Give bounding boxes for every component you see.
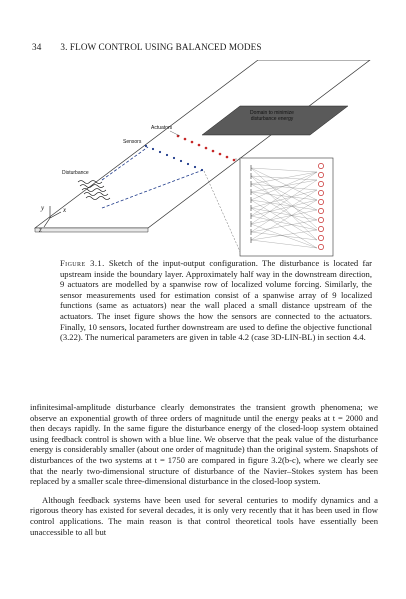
axis-x-label: x	[63, 206, 67, 214]
actuators-label: Actuators	[151, 125, 173, 131]
axis-y-label: y	[41, 204, 45, 212]
domain-label-line2: disturbance energy	[250, 116, 294, 122]
actuator-dot	[198, 144, 201, 147]
sensor-dot	[159, 151, 161, 153]
sensors-label: Sensors	[123, 139, 142, 145]
inset-connector-bottom	[204, 171, 242, 256]
disturbance-label: Disturbance	[62, 170, 89, 176]
actuator-dot	[226, 156, 229, 159]
actuator-dot	[233, 159, 236, 162]
actuator-dot	[205, 147, 208, 150]
sensor-dot	[173, 157, 175, 159]
body-text	[30, 402, 378, 537]
actuator-dot	[191, 141, 194, 144]
page-number: 34	[32, 42, 42, 52]
sensor-dot	[194, 166, 196, 168]
caption-text: Sketch of the input-output configuration. The disturbance is located far upstream inside the boundary layer. Approximately half way in the downstream direction, 9 actuators are modelled by a spanwise row of localized volume forcing. Similarly, the sensor measurements used for estimation consist of a spanwise array of 9 localized functions (same as actuators) near the wall placed a small distance upstream of the actuators. The inset figure shows the how the sensors are connected to the actuators. Finally, 10 sensors, located further downstream are used to define the objective functional (3.22). The numerical parameters are given in table 4.2 (case 3D-LIN-BL) in section 4.4.	[60, 258, 372, 343]
actuator-dot	[184, 138, 187, 141]
actuator-dot	[219, 153, 222, 156]
sensor-dot	[187, 163, 189, 165]
axis-z-label: z	[39, 226, 42, 234]
page-header	[32, 42, 372, 52]
figure-svg	[30, 60, 375, 260]
sensor-dot	[145, 145, 147, 147]
figure-input-output-sketch	[30, 60, 375, 260]
running-title: 3. FLOW CONTROL USING BALANCED MODES	[60, 42, 262, 52]
paragraph-1: infinitesimal-amplitude disturbance clearly demonstrates the transient growth phenomena; we observe an exponential growth of three orders of magnitude until the energy peaks at t = 2000 and then decays rapidly. In the same figure the disturbance energy of the closed-loop system obtained using feedback control is shown with a blue line. We observe that the peak value of the disturbance energy is considerably smaller (about one order of magnitude) than the original system. Snapshots of disturbances of the two systems at t = 1750 are compared in figure 3.2(b-c), where we clearly see that the nearly two-dimensional structure of disturbance of the Navier–Stokes system has been replaced by a smaller scale three-dimensional disturbance in the closed-loop system.	[30, 402, 378, 487]
plate-edge	[35, 228, 148, 232]
actuator-dot	[212, 150, 215, 153]
sensor-dot	[180, 160, 182, 162]
paragraph-2: Although feedback systems have been used for several centuries to modify dynamics and a rigorous theory has existed for several decades, it is only very recently that it has been used in flow control applications. The main reason is that control theoretical tools have essentially been unaccessible to all but	[30, 494, 378, 537]
figure-caption	[60, 258, 372, 343]
sensor-dot	[152, 148, 154, 150]
inset-box	[240, 158, 333, 256]
domain-label-line1: Domain to minimize	[250, 110, 294, 116]
caption-label: Figure 3.1.	[60, 258, 105, 268]
sensor-dot	[166, 154, 168, 156]
